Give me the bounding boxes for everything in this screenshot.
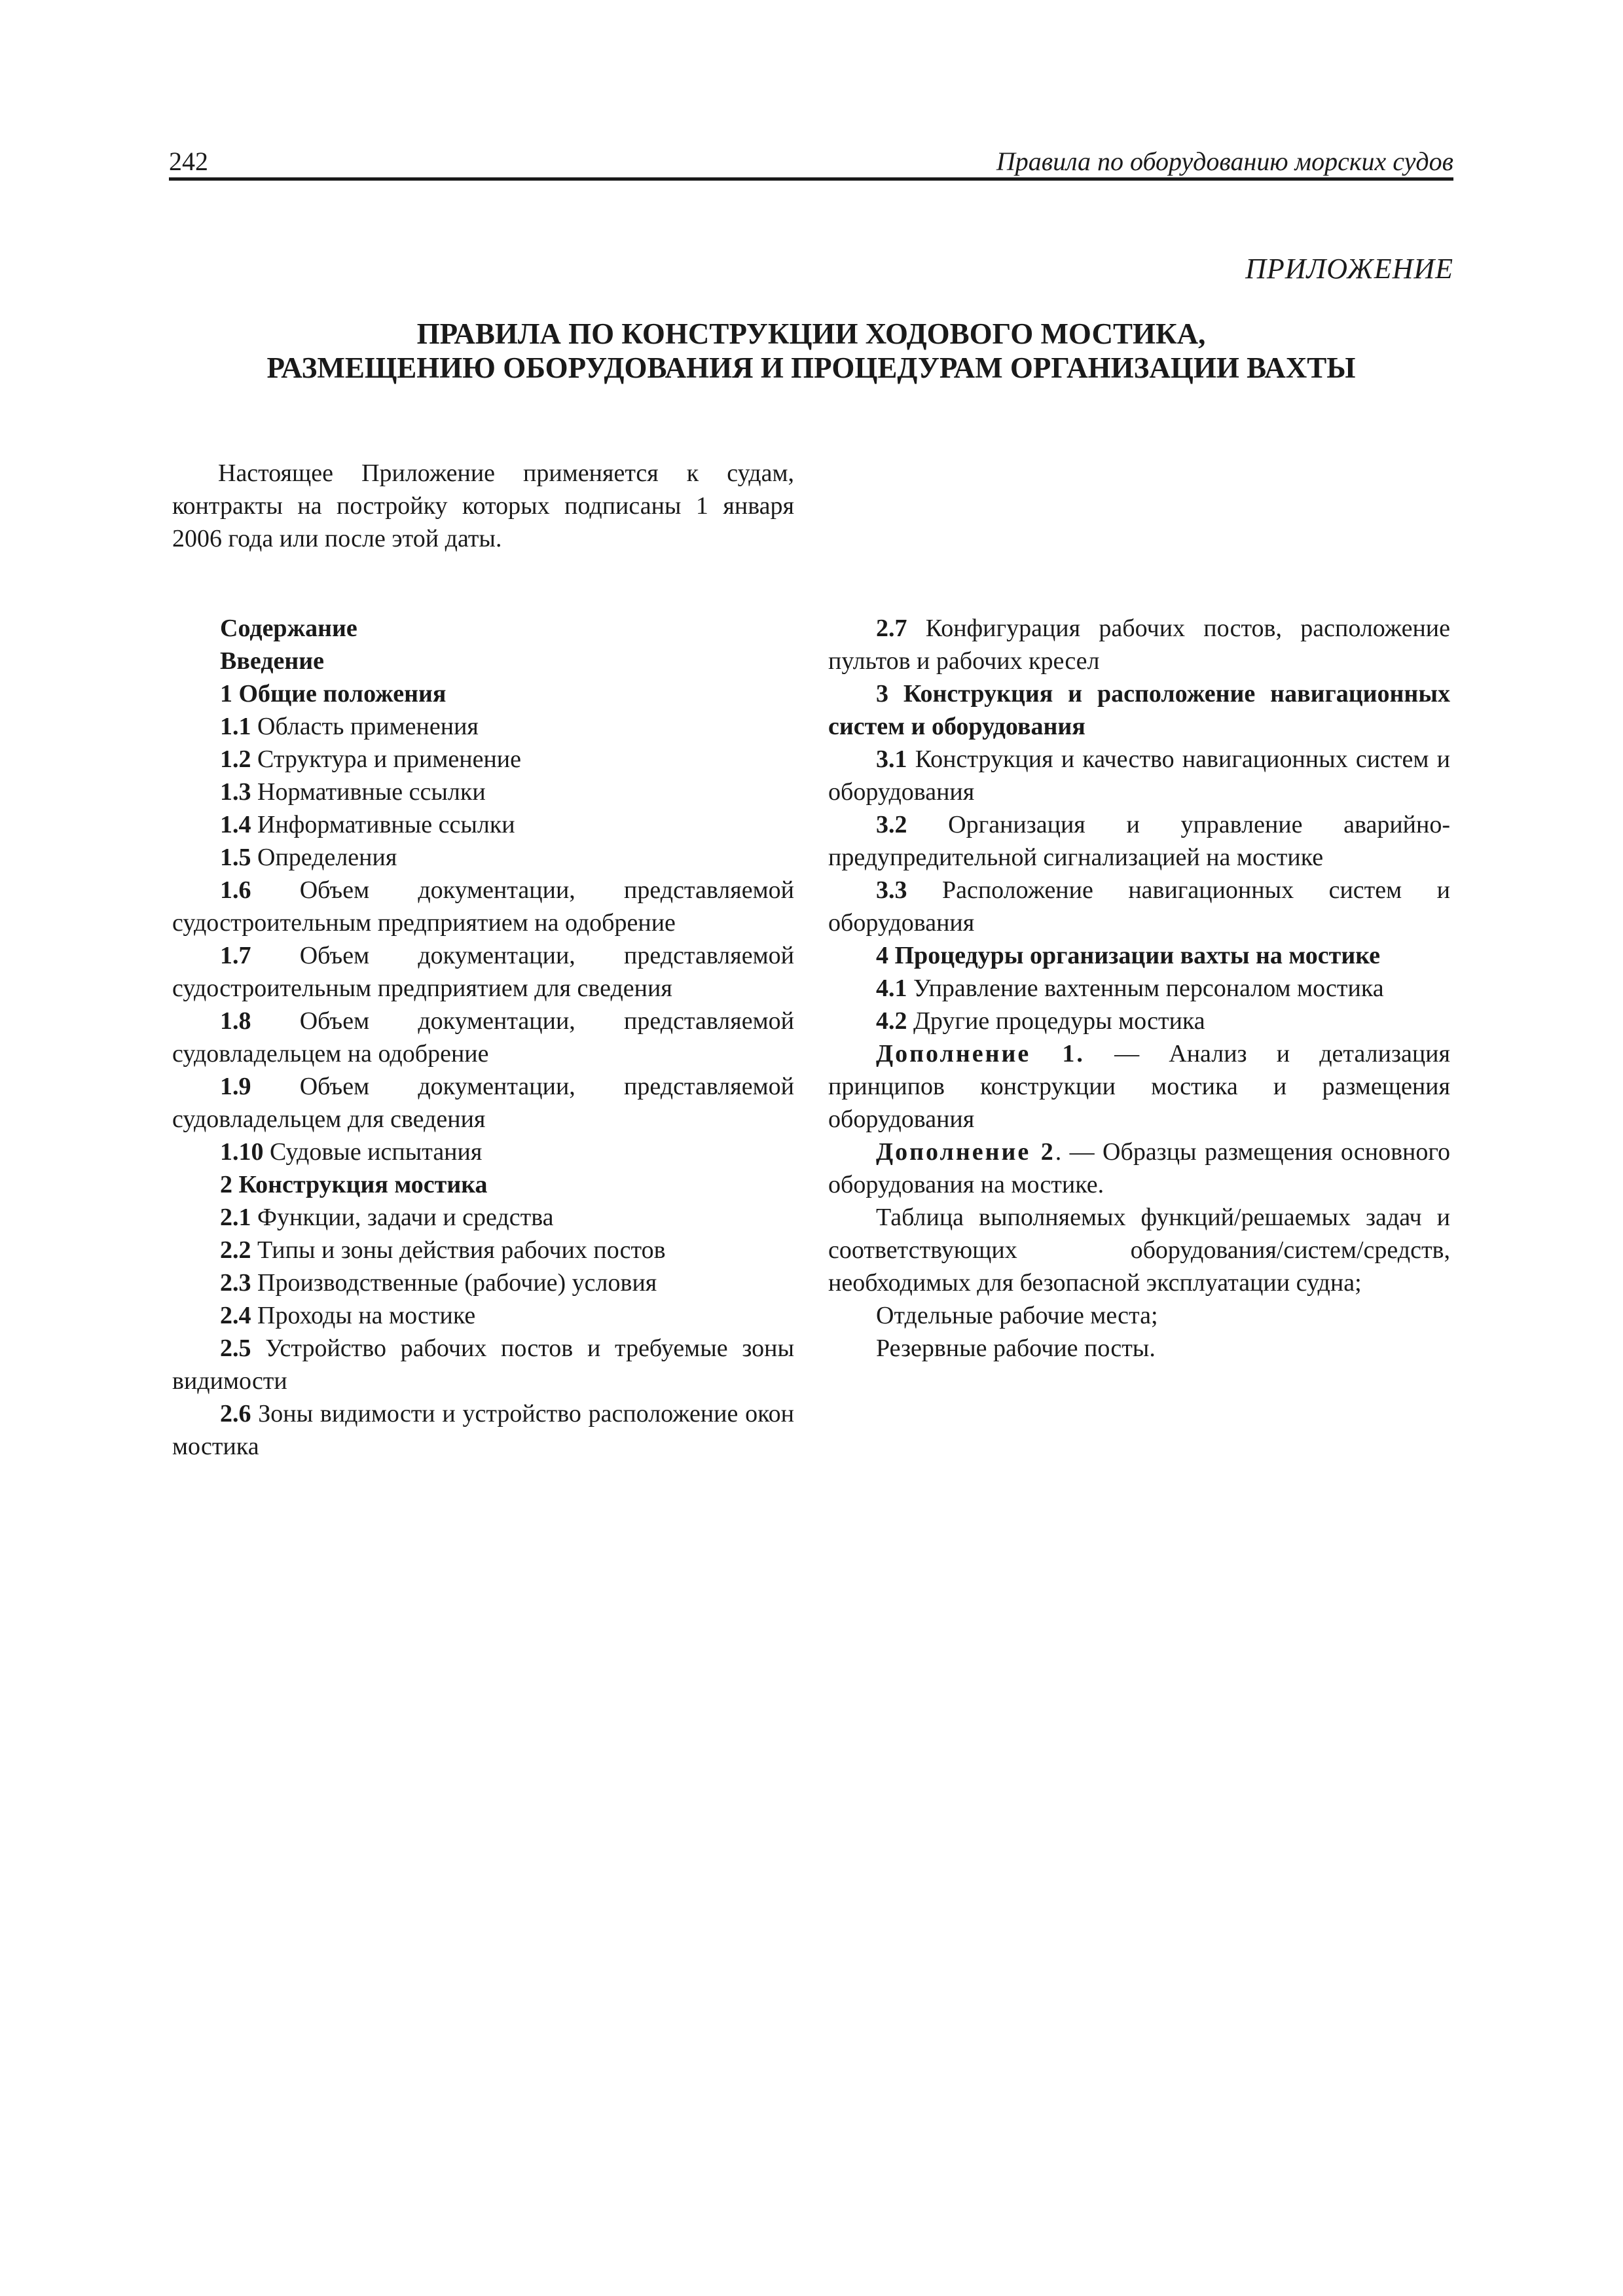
toc-text: Структура и применение bbox=[251, 745, 522, 773]
toc-text: Функции, задачи и средства bbox=[251, 1204, 554, 1231]
toc-text: Нормативные ссылки bbox=[251, 778, 486, 806]
toc-num: 2.6 bbox=[220, 1400, 251, 1427]
running-title: Правила по оборудованию морских судов bbox=[996, 147, 1453, 176]
toc-num: 3.1 bbox=[876, 745, 907, 773]
toc-item-3-1 bbox=[828, 743, 1450, 808]
toc-item-2-7 bbox=[828, 612, 1450, 677]
toc-num: 1.10 bbox=[220, 1138, 264, 1166]
toc-num: 1.7 bbox=[220, 942, 251, 969]
toc-item-2-3 bbox=[172, 1266, 794, 1299]
toc-num: 1.9 bbox=[220, 1073, 251, 1100]
toc-text: Проходы на мостике bbox=[251, 1302, 476, 1329]
toc-item-1-5 bbox=[172, 841, 794, 874]
toc-text: Конфигурация рабочих постов, расположение пультов и рабочих кресел bbox=[828, 615, 1450, 675]
toc-item-workplaces: Отдельные рабочие места; bbox=[876, 1302, 1158, 1329]
addendum-label: Дополнение 2 bbox=[876, 1138, 1055, 1166]
toc-item-table: Таблица выполняемых функций/решаемых задач и соответствующих оборудования/систем/средств, необходимых для безопасной эксплуатации судна; bbox=[828, 1204, 1450, 1297]
toc-text: Конструкция и качество навигационных систем и оборудования bbox=[828, 745, 1450, 806]
toc-item-introduction: Введение bbox=[220, 647, 324, 675]
toc-text: Объем документации, представляемой судостроительным предприятием на одобрение bbox=[172, 876, 794, 937]
toc-text: Расположение навигационных систем и оборудования bbox=[828, 876, 1450, 937]
toc-num: 2.5 bbox=[220, 1335, 251, 1362]
toc-text: Судовые испытания bbox=[263, 1138, 483, 1166]
toc-item-1-3 bbox=[172, 776, 794, 808]
toc-text: Другие процедуры мостика bbox=[907, 1007, 1205, 1035]
addendum-label: Дополнение 1. bbox=[876, 1040, 1085, 1067]
toc-num: 2.1 bbox=[220, 1204, 251, 1231]
toc-text: Определения bbox=[251, 844, 397, 871]
toc-item-1-6 bbox=[172, 874, 794, 939]
page-number: 242 bbox=[169, 147, 208, 176]
toc-text: Управление вахтенным персоналом мостика bbox=[907, 975, 1384, 1002]
toc-item-2-1 bbox=[172, 1201, 794, 1234]
toc-item-addendum-1 bbox=[828, 1037, 1450, 1136]
toc-text: Производственные (рабочие) условия bbox=[251, 1269, 657, 1297]
toc-item-addendum-2 bbox=[828, 1136, 1450, 1201]
toc-left-column bbox=[172, 612, 794, 1463]
toc-num: 4.1 bbox=[876, 975, 907, 1002]
toc-text: Организация и управление аварийно-предупредительной сигнализацией на мостике bbox=[828, 811, 1450, 871]
toc-num: 1.4 bbox=[220, 811, 251, 838]
toc-item-4-1 bbox=[828, 972, 1450, 1005]
toc-right-column bbox=[828, 612, 1450, 1365]
title-line-2: РАЗМЕЩЕНИЮ ОБОРУДОВАНИЯ И ПРОЦЕДУРАМ ОРГАНИЗАЦИИ ВАХТЫ bbox=[266, 351, 1356, 384]
toc-item-3-2 bbox=[828, 808, 1450, 874]
toc-num: 1.3 bbox=[220, 778, 251, 806]
toc-num: 1.5 bbox=[220, 844, 251, 871]
toc-text: Устройство рабочих постов и требуемые зоны видимости bbox=[172, 1335, 794, 1395]
toc-item-reserve: Резервные рабочие посты. bbox=[876, 1335, 1156, 1362]
toc-num: 2.3 bbox=[220, 1269, 251, 1297]
toc-item-2-5 bbox=[172, 1332, 794, 1397]
toc-num: 3.2 bbox=[876, 811, 907, 838]
toc-item-1-7 bbox=[172, 939, 794, 1005]
title-line-1: ПРАВИЛА ПО КОНСТРУКЦИИ ХОДОВОГО МОСТИКА, bbox=[416, 317, 1206, 350]
document-title bbox=[169, 317, 1453, 385]
toc-num: 2.2 bbox=[220, 1236, 251, 1264]
appendix-label: ПРИЛОЖЕНИЕ bbox=[1245, 253, 1453, 285]
toc-item-1-4 bbox=[172, 808, 794, 841]
toc-item-3: 3 Конструкция и расположение навигационных систем и оборудования bbox=[828, 680, 1450, 740]
addendum-text: — Анализ и детализация принципов конструкции мостика и размещения оборудования bbox=[828, 1040, 1450, 1133]
toc-item-2-2 bbox=[172, 1234, 794, 1266]
toc-text: Область применения bbox=[251, 713, 479, 740]
toc-text: Объем документации, представляемой судостроительным предприятием для сведения bbox=[172, 942, 794, 1002]
toc-num: 1.2 bbox=[220, 745, 251, 773]
intro-paragraph: Настоящее Приложение применяется к судам, контракты на постройку которых подписаны 1 января 2006 года или после этой даты. bbox=[172, 459, 794, 552]
toc-item-2: 2 Конструкция мостика bbox=[220, 1171, 488, 1198]
toc-item-1-9 bbox=[172, 1070, 794, 1136]
toc-item-4: 4 Процедуры организации вахты на мостике bbox=[876, 942, 1381, 969]
toc-item-3-3 bbox=[828, 874, 1450, 939]
toc-item-1-2 bbox=[172, 743, 794, 776]
toc-num: 3.3 bbox=[876, 876, 907, 904]
toc-item-4-2 bbox=[828, 1005, 1450, 1037]
addendum-text: . — Образцы размещения основного оборудования на мостике. bbox=[828, 1138, 1450, 1198]
toc-item-1-8 bbox=[172, 1005, 794, 1070]
toc-num: 1.1 bbox=[220, 713, 251, 740]
toc-item-2-4 bbox=[172, 1299, 794, 1332]
toc-text: Типы и зоны действия рабочих постов bbox=[251, 1236, 666, 1264]
toc-num: 2.4 bbox=[220, 1302, 251, 1329]
toc-text: Зоны видимости и устройство расположение окон мостика bbox=[172, 1400, 794, 1460]
page-header bbox=[169, 145, 1453, 179]
toc-text: Информативные ссылки bbox=[251, 811, 515, 838]
toc-item-1: 1 Общие положения bbox=[220, 680, 447, 708]
toc-text: Объем документации, представляемой судовладельцем для сведения bbox=[172, 1073, 794, 1133]
toc-heading: Содержание bbox=[220, 615, 357, 642]
toc-item-1-1 bbox=[172, 710, 794, 743]
toc-num: 4.2 bbox=[876, 1007, 907, 1035]
toc-text: Объем документации, представляемой судовладельцем на одобрение bbox=[172, 1007, 794, 1067]
header-rule bbox=[169, 177, 1453, 181]
toc-num: 1.8 bbox=[220, 1007, 251, 1035]
toc-num: 1.6 bbox=[220, 876, 251, 904]
toc-item-1-10 bbox=[172, 1136, 794, 1168]
toc-num: 2.7 bbox=[876, 615, 907, 642]
toc-item-2-6 bbox=[172, 1397, 794, 1463]
